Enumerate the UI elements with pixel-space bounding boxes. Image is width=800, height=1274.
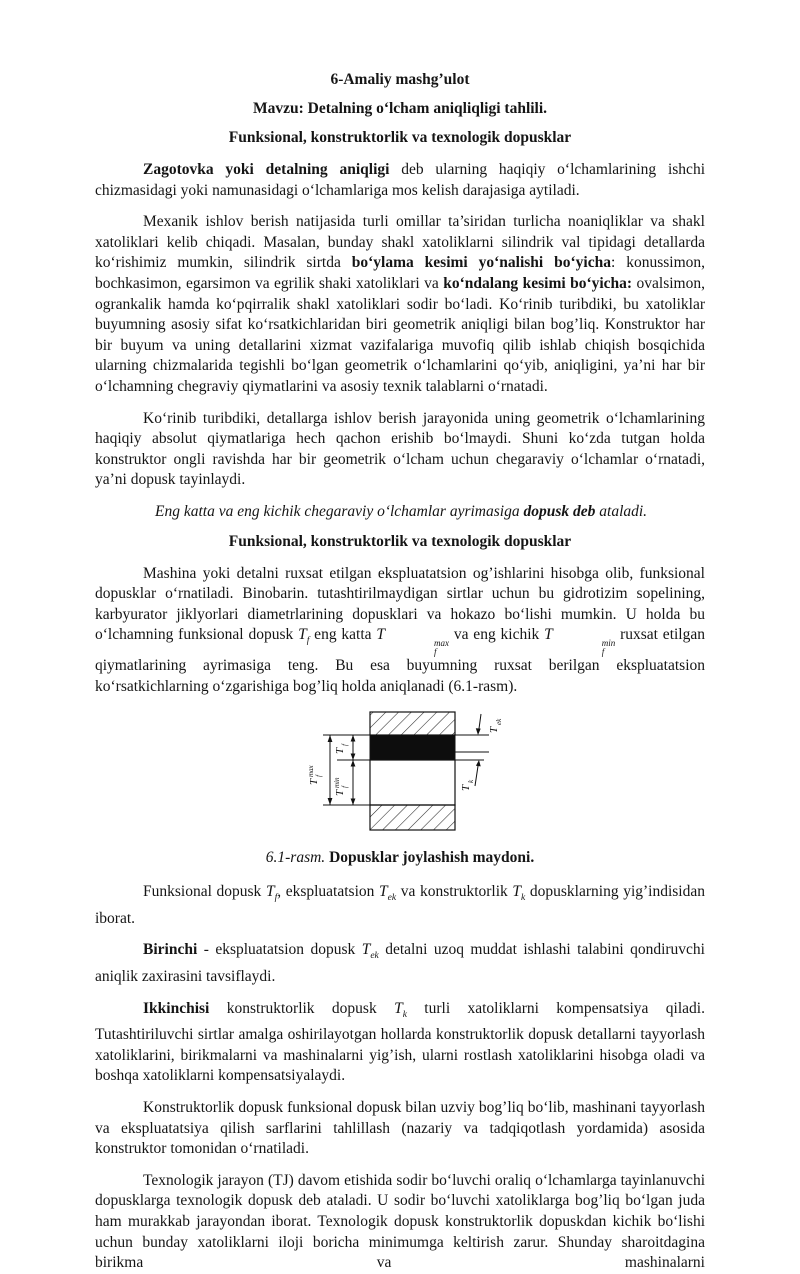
text-run: Mashina yoki detalni ruxsat etilgan ekspluatatsion og’ishlarini hisobga olib, funksional dopusklar o‘rnatiladi. Binobarin. tutashtirilmaydigan sirtlar uchun bu gidrotizim sopelining, karbyurator jiklyorlari diametrlarining dopusklari va hokazo bo‘lishi mumkin. U holda bu o‘lchamning funksional dopusk xyxy=(95,564,705,644)
tf-sub-label: f xyxy=(341,744,349,747)
tf-max-base-label: T xyxy=(308,779,320,786)
tf-min-sub-label: f xyxy=(341,786,349,789)
symbol-base: T xyxy=(512,883,522,901)
symbol-sub: k xyxy=(402,1009,407,1020)
text-run: Mexanik ishlov berish natijasida turli omillar ta’siridan turlicha noaniqliklar va shakl xatoliklari kelib chiqadi. Masalan, bunday shakl xatoliklarni silindrik val tipidagi detallarda ko‘rishimiz mumkin, silindrik sirtda xyxy=(95,213,705,272)
symbol-sub: f xyxy=(601,646,605,657)
symbol-subsup xyxy=(386,639,449,656)
tf-max-sup-label: max xyxy=(307,765,315,778)
symbol-tf xyxy=(265,883,278,904)
tf-base-label: T xyxy=(334,748,346,755)
symbol-tek xyxy=(361,941,379,962)
dimension-tek xyxy=(476,714,503,735)
paragraph-functional-dopusk xyxy=(95,564,705,698)
symbol-sub: k xyxy=(521,893,526,904)
text-run: va konstruktorlik xyxy=(396,883,513,901)
paragraph-absolute-values xyxy=(95,409,705,491)
bold-run: Birinchi xyxy=(143,941,198,959)
doc-subtitle: Mavzu: Detalning o‘lcham aniqliqligi tahlili. xyxy=(252,100,548,117)
symbol-sub: f xyxy=(274,893,278,904)
text-run: turli xatoliklarni kompensatsiya qiladi. Tutashtiriluvchi sirtlar amalga oshirilayotgan hollarda konstruktorlik dopusk detallarni tayyorlash xatoliklarini, birikmalarni va mashinalarni yig’ish, ularni rostlash xatoliklarini hisobga oladi va boshqa xatoliklarni kompensatsiyalaydi. xyxy=(95,999,705,1085)
tk-sub-label: k xyxy=(467,780,475,784)
paragraph-sum-of-tolerances xyxy=(95,882,705,929)
paragraph-definition xyxy=(95,160,705,201)
italic-run: ataladi. xyxy=(595,502,648,520)
hatched-block-bottom xyxy=(370,805,455,830)
doc-title: 6-Amaliy mashg’ulot xyxy=(330,71,470,88)
symbol-sup: min xyxy=(601,638,616,649)
tf-max-sub-label: f xyxy=(315,775,323,778)
bold-italic-run: dopusk deb xyxy=(523,502,596,520)
text-run: , ekspluatatsion xyxy=(277,883,380,901)
symbol-tf-min xyxy=(544,626,616,657)
text-run: dopusklarning yig’indisidan iborat. xyxy=(95,883,705,927)
symbol-tek xyxy=(379,883,397,904)
text-run: Funksional dopusk xyxy=(143,883,266,901)
text-run: konstruktorlik dopusk xyxy=(209,999,395,1017)
symbol-sup: max xyxy=(434,638,449,649)
symbol-tk xyxy=(394,999,407,1020)
bold-run: Ikkinchisi xyxy=(143,999,210,1017)
bold-run: ko‘ndalang kesimi bo‘yicha: xyxy=(443,274,633,292)
tek-base-label: T xyxy=(488,727,500,734)
symbol-tf xyxy=(298,626,310,647)
text-run: Ko‘rinib turibdiki, detallarga ishlov berish jarayonida uning geometrik o‘lchamlarining haqiqiy absolut qiymatlariga hech qachon erishib bo‘lmaydi. Shuni ko‘zda tutgan holda konstruktor ongli ravishda har bir geometrik o‘lcham uchun chegaraviy o‘lchamlar o‘rnatadi, ya’ni dopusk tayinlaydi. xyxy=(95,409,705,489)
paragraph-shape-errors xyxy=(95,212,705,397)
symbol-base: T xyxy=(265,883,275,901)
extension-lines-right xyxy=(455,735,489,760)
tf-min-sup-label: min xyxy=(333,777,341,789)
paragraph-birinchi xyxy=(95,940,705,987)
tf-min-base-label: T xyxy=(334,790,346,797)
tolerance-diagram-svg xyxy=(275,708,525,842)
figure-title: Dopusklar joylashish maydoni. xyxy=(325,849,535,867)
tek-sub-label: ek xyxy=(495,719,503,726)
symbol-base: T xyxy=(298,626,307,644)
symbol-sub: ek xyxy=(370,951,379,962)
text-run: detalni uzoq muddat ishlashi talabini qondiruvchi aniqlik zaxirasini tavsiflaydi. xyxy=(95,941,705,985)
bold-run: bo‘ylama kesimi yo‘nalishi bo‘yicha xyxy=(351,254,611,272)
tolerance-diagram xyxy=(275,708,525,842)
dimension-tk xyxy=(460,760,481,791)
text-run: deb ularning haqiqiy o‘lchamlarining ishchi chizmasidagi yoki namunasidagi o‘lchamlariga mos kelish darajasiga aytiladi. xyxy=(95,161,705,199)
paragraph-ikkinchisi xyxy=(95,999,705,1087)
symbol-base: T xyxy=(361,941,371,959)
text-run: va eng kichik xyxy=(449,626,545,644)
text-run: ovalsimon, ogrankalik hamda ko‘pqirralik shakl xatoliklari sodir bo‘ladi. Ko‘rinib turibdiki, bu xatoliklar buyumning asosiy sifat ko‘rsatkichlaridan biri geometrik aniqligi bilan bog’liq. Konstruktor har bir buyum va uning detallarini xizmat vazifalariga muvofiq qilib ishlab chiqish bosqichida ularning chizmalarida tegishli bo‘lgan geometrik o‘lchamlarini qo‘yib, aniqligini, ya’ni har bir o‘lchamning chegraviy qiymatlarini va asosiy texnik talablarni o‘rnatadi. xyxy=(95,274,705,395)
dimension-tf xyxy=(334,735,355,760)
dimension-tf-min xyxy=(333,760,355,805)
paragraph-konstruktorlik xyxy=(95,1098,705,1160)
text-run: : konussimon, bochkasimon, egarsimon va egrilik shaki xatoliklari va xyxy=(95,254,706,292)
symbol-sub: f xyxy=(306,636,310,647)
symbol-base: T xyxy=(394,999,403,1017)
italic-run: Eng katta va eng kichik chegaraviy o‘lchamlar ayrimasiga xyxy=(155,502,524,520)
bold-run: Zagotovka yoki detalning aniqligi xyxy=(143,161,390,178)
hatched-block-top xyxy=(370,712,455,735)
text-run: - ekspluatatsion dopusk xyxy=(197,941,362,959)
tk-base-label: T xyxy=(460,785,472,792)
symbol-base: T xyxy=(376,626,385,644)
text-run: Texnologik jarayon (TJ) davom etishida sodir bo‘luvchi oraliq o‘lchamlarga tayinlanuvchi dopusklarga texnologik dopusk deb ataladi. U sodir bo‘luvchi xatoliklarga bog’liq bo‘lgan juda ham murakkab jarayondan iborat. Texnologik dopusk konstruktorlik dopuskdan kichik bo‘lishi uchun bunday xatoliklarni iloji boricha minimumga keltirish zarur. Shunday sharoitdagina birikma va mashinalarni xyxy=(95,1171,705,1272)
paragraph-dopusk-definition xyxy=(95,502,705,523)
paragraph-texnologik xyxy=(95,1171,705,1274)
section-heading-2: Funksional, konstruktorlik va texnologik dopusklar xyxy=(228,532,572,550)
symbol-base: T xyxy=(544,626,553,644)
text-run: eng katta xyxy=(309,626,377,644)
figure-number: 6.1-rasm. xyxy=(265,849,326,867)
symbol-subsup xyxy=(554,639,616,656)
symbol-sub: f xyxy=(434,646,437,657)
symbol-sub: ek xyxy=(387,893,397,904)
text-run: ruxsat etilgan qiymatlarining ayrimasiga teng. Bu esa buyumning ruxsat berilgan ekspluatatsion ko‘rsatkichlarning o‘zgarishiga bog’liq holda aniqlanadi (6.1-rasm). xyxy=(95,626,705,695)
dimension-tf-max xyxy=(307,735,332,805)
symbol-tk xyxy=(512,883,526,904)
figure-caption xyxy=(95,848,705,869)
section-heading-1: Funksional, konstruktorlik va texnologik dopusklar xyxy=(228,129,572,146)
text-run: Konstruktorlik dopusk funksional dopusk bilan uzviy bog’liq bo‘lib, mashinani tayyorlash va ekspluatatsiya qilish sarflarini tahlillash (nazariy va tadqiqotlash yordamida) asosida konstruktor tomonidan o‘rnatiladi. xyxy=(95,1099,705,1158)
symbol-tf-max xyxy=(376,626,449,657)
black-tolerance-band xyxy=(370,735,455,760)
white-tolerance-band xyxy=(370,760,455,805)
symbol-base: T xyxy=(379,883,388,901)
